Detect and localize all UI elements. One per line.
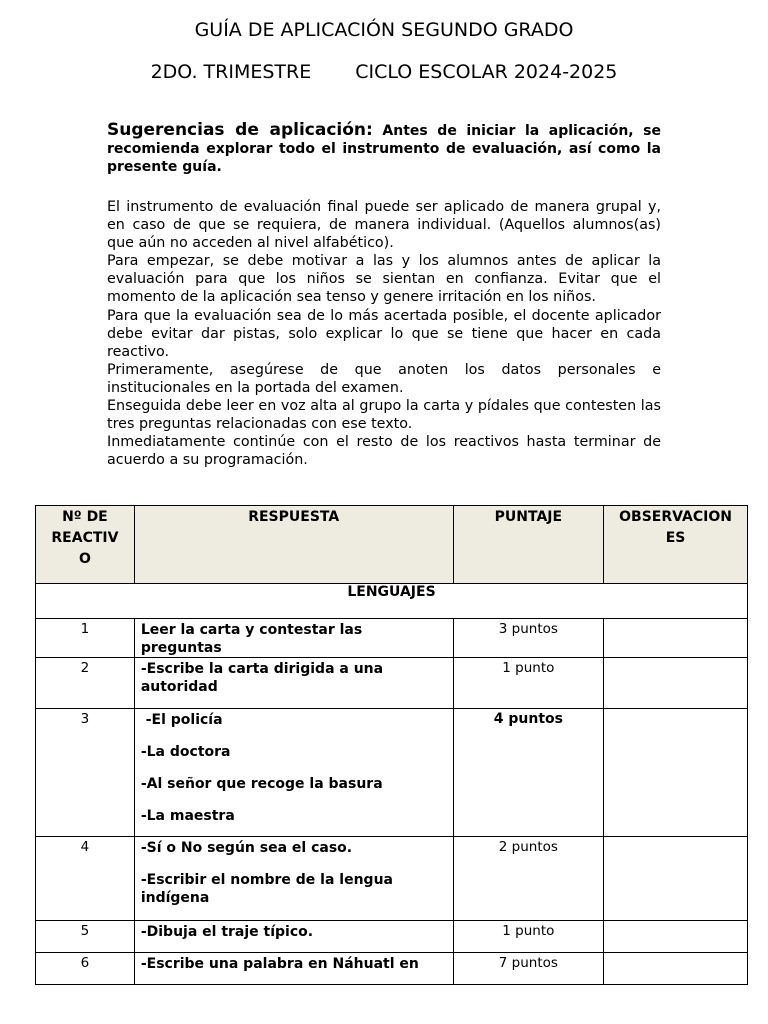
score-cell: 1 punto [453, 658, 604, 709]
answer-line: -La maestra [140, 808, 235, 824]
reactivo-number: 3 [36, 709, 135, 837]
table-header-row [36, 506, 748, 584]
header-score: PUNTAJE [453, 506, 604, 584]
table-row [36, 658, 748, 709]
answer-line: -Sí o No según sea el caso. [140, 840, 353, 856]
answer-line: Leer la carta y contestar las preguntas [140, 622, 363, 656]
instruction-paragraph: Primeramente, asegúrese de que anoten los datos personales e institucionales en la portada del examen. [107, 361, 661, 396]
answer-cell [134, 709, 453, 837]
observations-cell [604, 837, 748, 921]
table-row [36, 953, 748, 985]
observations-cell [604, 709, 748, 837]
document-title: GUÍA DE APLICACIÓN SEGUNDO GRADO [194, 19, 574, 41]
instructions-body [107, 198, 661, 469]
table-row [36, 921, 748, 953]
score-cell: 3 puntos [453, 619, 604, 658]
answer-line: -El policía [140, 712, 223, 728]
reactivo-number: 5 [36, 921, 135, 953]
answer-key-table [35, 505, 748, 985]
instruction-paragraph: Inmediatamente continúe con el resto de los reactivos hasta terminar de acuerdo a su programación. [107, 434, 661, 469]
document-subtitle [0, 61, 768, 83]
instruction-paragraph: Para que la evaluación sea de lo más acertada posible, el docente aplicador debe evitar dar pistas, solo explicar lo que se tiene que hacer en cada reactivo. [107, 307, 661, 360]
header-reactivo-number: Nº DE REACTIV O [36, 506, 135, 584]
instruction-paragraph: El instrumento de evaluación final puede ser aplicado de manera grupal y, en caso de que se requiera, de manera individual. (Aquellos alumnos(as) que aún no acceden al nivel alfabético). [107, 199, 661, 252]
answer-line: -Dibuja el traje típico. [140, 924, 314, 940]
answer-line: -Escribe una palabra en Náhuatl en [140, 956, 419, 972]
section-title: LENGUAJES [36, 584, 748, 619]
reactivo-number: 1 [36, 619, 135, 658]
score-cell: 7 puntos [453, 953, 604, 985]
reactivo-number: 2 [36, 658, 135, 709]
answer-cell [134, 619, 453, 658]
trimester-label: 2DO. TRIMESTRE [150, 61, 312, 83]
observations-cell [604, 619, 748, 658]
score-cell: 1 punto [453, 921, 604, 953]
answer-line: -Escribir el nombre de la lengua indígena [140, 872, 393, 906]
reactivo-number: 4 [36, 837, 135, 921]
table-row [36, 709, 748, 837]
answer-cell [134, 837, 453, 921]
answer-line: -Al señor que recoge la basura [140, 776, 383, 792]
answer-line: -Escribe la carta dirigida a una autoridad [140, 661, 384, 695]
section-row [36, 584, 748, 619]
instruction-paragraph: Enseguida debe leer en voz alta al grupo la carta y pídales que contesten las tres preguntas relacionadas con ese texto. [107, 398, 661, 433]
reactivo-number: 6 [36, 953, 135, 985]
score-cell: 2 puntos [453, 837, 604, 921]
observations-cell [604, 921, 748, 953]
table-row [36, 837, 748, 921]
application-suggestions [107, 121, 661, 176]
header-answer: RESPUESTA [134, 506, 453, 584]
answer-cell [134, 921, 453, 953]
observations-cell [604, 658, 748, 709]
header-observations: OBSERVACION ES [604, 506, 748, 584]
school-cycle-label: CICLO ESCOLAR 2024-2025 [355, 61, 618, 83]
answer-cell [134, 658, 453, 709]
answer-cell [134, 953, 453, 985]
observations-cell [604, 953, 748, 985]
score-cell: 4 puntos [453, 709, 604, 837]
suggestions-heading: Sugerencias de aplicación: [107, 120, 373, 140]
table-row [36, 619, 748, 658]
suggestions-text: Antes de iniciar la aplicación, se recomienda explorar todo el instrumento de evaluación, así como la presente guía. [107, 123, 662, 175]
answer-line: -La doctora [140, 744, 231, 760]
instruction-paragraph: Para empezar, se debe motivar a las y los alumnos antes de aplicar la evaluación para que los niños se sientan en confianza. Evitar que el momento de la aplicación sea tenso y genere irritación en los niños. [107, 253, 661, 306]
